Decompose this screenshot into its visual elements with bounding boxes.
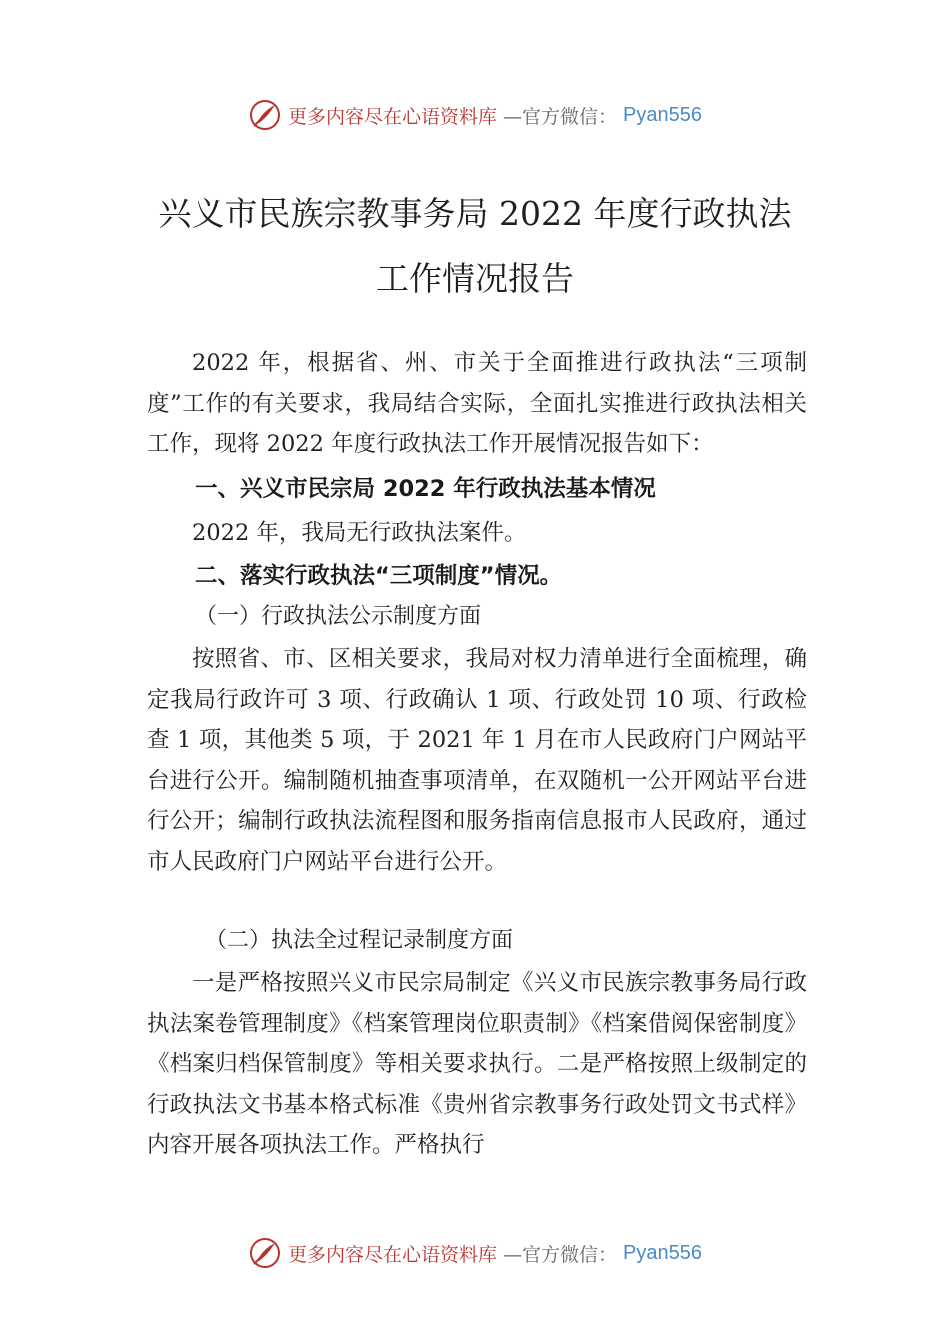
document-title-line1: 兴义市民族宗教事务局 2022 年度行政执法 [158,194,792,233]
footer-watermark [0,1233,950,1273]
feather-quill-logo-icon [248,98,282,132]
watermark-wechat-id: Pyan556 [623,1241,702,1264]
section-heading-2: 二、落实行政执法“三项制度”情况。 [195,563,563,589]
watermark-wechat-label: —官方微信： [503,1243,618,1266]
section-1-paragraph: 2022 年，我局无行政执法案件。 [192,520,527,546]
subsection-heading-2: （二）执法全过程记录制度方面 [205,928,514,953]
watermark-site-name: 更多内容尽在心语资料库 [288,1243,498,1266]
document-title-line2: 工作情况报告 [376,259,574,298]
subsection-1-paragraph: 按照省、市、区相关要求，我局对权力清单进行全面梳理，确定我局行政许可 3 项、行政确认 1 项、行政处罚 10 项、行政检查 1 项，其他类 5 项，于 2021 年 1 月在市人民政府门户网站平台进行公开。编制随机抽查事项清单，在双随机一公开网站平台进行公开；编制行政执法流程图和服务指南信息报市人民政府，通过市人民政府门户网站平台进行公开。 [147,646,807,875]
subsection-2-paragraph: 一是严格按照兴义市民宗局制定《兴义市民族宗教事务局行政执法案卷管理制度》《档案管理岗位职责制》《档案借阅保密制度》《档案归档保管制度》等相关要求执行。二是严格按照上级制定的行政执法文书基本格式标准《贵州省宗教事务行政处罚文书式样》内容开展各项执法工作。严格执行 [147,970,807,1158]
subsection-heading-1: （一）行政执法公示制度方面 [195,604,482,629]
watermark-wechat-label: —官方微信： [503,105,618,128]
header-watermark [0,95,950,135]
feather-quill-logo-icon [248,1236,282,1270]
watermark-wechat-id: Pyan556 [623,103,702,126]
section-heading-1: 一、兴义市民宗局 2022 年行政执法基本情况 [195,476,656,502]
watermark-site-name: 更多内容尽在心语资料库 [288,105,498,128]
intro-paragraph: 2022 年，根据省、州、市关于全面推进行政执法“三项制度”工作的有关要求，我局结合实际，全面扎实推进行政执法相关工作，现将 2022 年度行政执法工作开展情况报告如下： [147,350,807,457]
